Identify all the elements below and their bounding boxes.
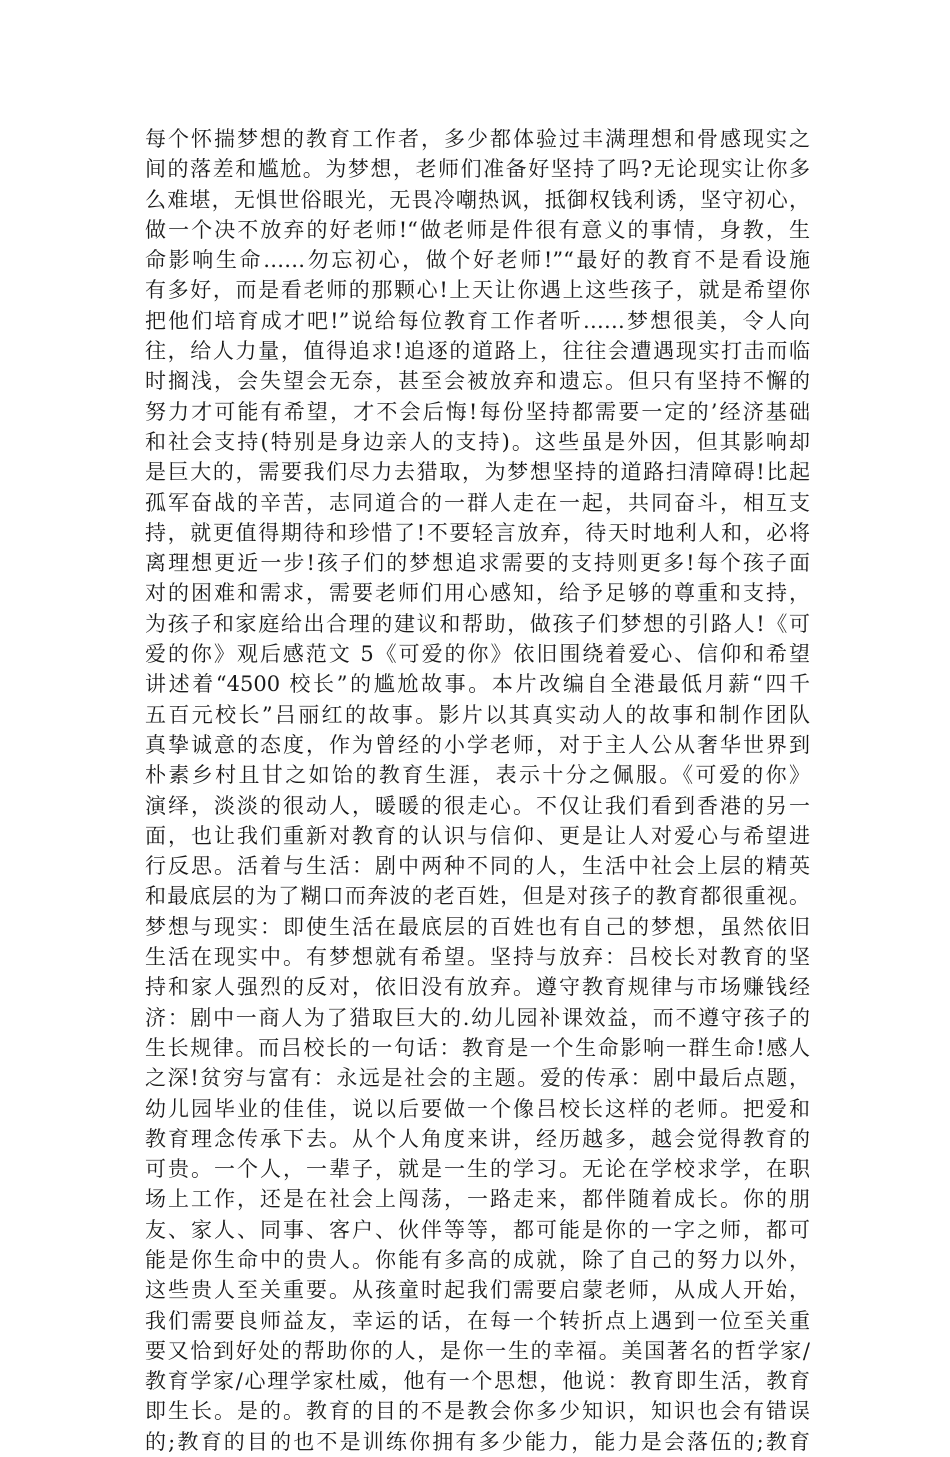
- text-line: 努力才可能有希望，才不会后悔!每份坚持都需要一定的’经济基础: [145, 399, 810, 424]
- text-line: 命影响生命……勿忘初心，做个好老师!”“最好的教育不是看设施: [145, 248, 810, 273]
- text-line: 么难堪，无惧世俗眼光，无畏冷嘲热讽，抵御权钱利诱，坚守初心，: [145, 187, 810, 212]
- text-line: 教育理念传承下去。从个人角度来讲，经历越多，越会觉得教育的: [145, 1126, 810, 1151]
- text-line: 真挚诚意的态度，作为曾经的小学老师，对于主人公从奢华世界到: [145, 732, 810, 757]
- text-line: 持，就更值得期待和珍惜了!不要轻言放弃，待天时地利人和，必将: [145, 520, 810, 545]
- text-line: 行反思。活着与生活：剧中两种不同的人，生活中社会上层的精英: [145, 854, 810, 879]
- text-line: 为孩子和家庭给出合理的建议和帮助，做孩子们梦想的引路人!《可: [145, 611, 810, 636]
- text-line: 做一个决不放弃的好老师!“做老师是件很有意义的事情，身教，生: [145, 217, 810, 242]
- text-line: 能是你生命中的贵人。你能有多高的成就，除了自己的努力以外，: [145, 1247, 810, 1272]
- text-line: 梦想与现实：即使生活在最底层的百姓也有自己的梦想，虽然依旧: [145, 914, 810, 939]
- text-line: 生活在现实中。有梦想就有希望。坚持与放弃：吕校长对教育的坚: [145, 945, 810, 970]
- text-line: 和最底层的为了糊口而奔波的老百姓，但是对孩子的教育都很重视。: [145, 884, 810, 909]
- text-line: 离理想更近一步!孩子们的梦想追求需要的支持则更多!每个孩子面: [145, 551, 810, 576]
- text-line: 持和家人强烈的反对，依旧没有放弃。遵守教育规律与市场赚钱经: [145, 975, 810, 1000]
- text-line: 之深!贫穷与富有：永远是社会的主题。爱的传承：剧中最后点题，: [145, 1066, 810, 1091]
- text-line: 间的落差和尴尬。为梦想，老师们准备好坚持了吗?无论现实让你多: [145, 157, 810, 182]
- text-line: 的;教育的目的也不是训练你拥有多少能力，能力是会落伍的;教育: [145, 1429, 810, 1454]
- text-line: 有多好，而是看老师的那颗心!上天让你遇上这些孩子，就是希望你: [145, 278, 810, 303]
- text-line: 幼儿园毕业的佳佳，说以后要做一个像吕校长这样的老师。把爱和: [145, 1096, 810, 1121]
- text-line: 场上工作，还是在社会上闯荡，一路走来，都伴随着成长。你的朋: [145, 1187, 810, 1212]
- body-text: [145, 124, 810, 1457]
- text-line: 往，给人力量，值得追求!追逐的道路上，往往会遭遇现实打击而临: [145, 339, 810, 364]
- text-line: 演绎，淡淡的很动人，暖暖的很走心。不仅让我们看到香港的另一: [145, 793, 810, 818]
- text-line: 生长规律。而吕校长的一句话：教育是一个生命影响一群生命!感人: [145, 1035, 810, 1060]
- text-line: 每个怀揣梦想的教育工作者，多少都体验过丰满理想和骨感现实之: [145, 127, 810, 151]
- text-line: 孤军奋战的辛苦，志同道合的一群人走在一起，共同奋斗，相互支: [145, 490, 810, 515]
- text-line: 教育学家/心理学家杜威，他有一个思想，他说：教育即生活，教育: [145, 1369, 810, 1394]
- text-line: 五百元校长”吕丽红的故事。影片以其真实动人的故事和制作团队: [145, 702, 810, 727]
- text-line: 是巨大的，需要我们尽力去猎取，为梦想坚持的道路扫清障碍!比起: [145, 460, 810, 485]
- text-line: 朴素乡村且甘之如饴的教育生涯，表示十分之佩服。《可爱的你》: [145, 763, 810, 788]
- text-line: 时搁浅，会失望会无奈，甚至会被放弃和遗忘。但只有坚持不懈的: [145, 369, 810, 394]
- text-line: 这些贵人至关重要。从孩童时起我们需要启蒙老师，从成人开始，: [145, 1278, 810, 1303]
- text-line: 爱的你》观后感范文 5《可爱的你》依旧围绕着爱心、信仰和希望: [145, 642, 810, 667]
- text-line: 面，也让我们重新对教育的认识与信仰、更是让人对爱心与希望进: [145, 823, 810, 848]
- text-line: 对的困难和需求，需要老师们用心感知，给予足够的尊重和支持，: [145, 581, 810, 606]
- text-line: 把他们培育成才吧!”说给每位教育工作者听……梦想很美，令人向: [145, 308, 810, 333]
- text-line: 济：剧中一商人为了猎取巨大的.幼儿园补课效益，而不遵守孩子的: [145, 1005, 810, 1030]
- text-line: 友、家人、同事、客户、伙伴等等，都可能是你的一字之师，都可: [145, 1217, 810, 1242]
- text-line: 和社会支持(特别是身边亲人的支持)。这些虽是外因，但其影响却: [145, 429, 810, 454]
- text-line: 要又恰到好处的帮助你的人，是你一生的幸福。美国著名的哲学家/: [145, 1338, 810, 1363]
- text-line: 我们需要良师益友，幸运的话，在每一个转折点上遇到一位至关重: [145, 1308, 810, 1333]
- text-line: 即生长。是的。教育的目的不是教会你多少知识，知识也会有错误: [145, 1399, 810, 1424]
- text-line: 讲述着“4500 校长”的尴尬故事。本片改编自全港最低月薪“四千: [145, 672, 810, 697]
- text-line: 可贵。一个人，一辈子，就是一生的学习。无论在学校求学，在职: [145, 1157, 810, 1182]
